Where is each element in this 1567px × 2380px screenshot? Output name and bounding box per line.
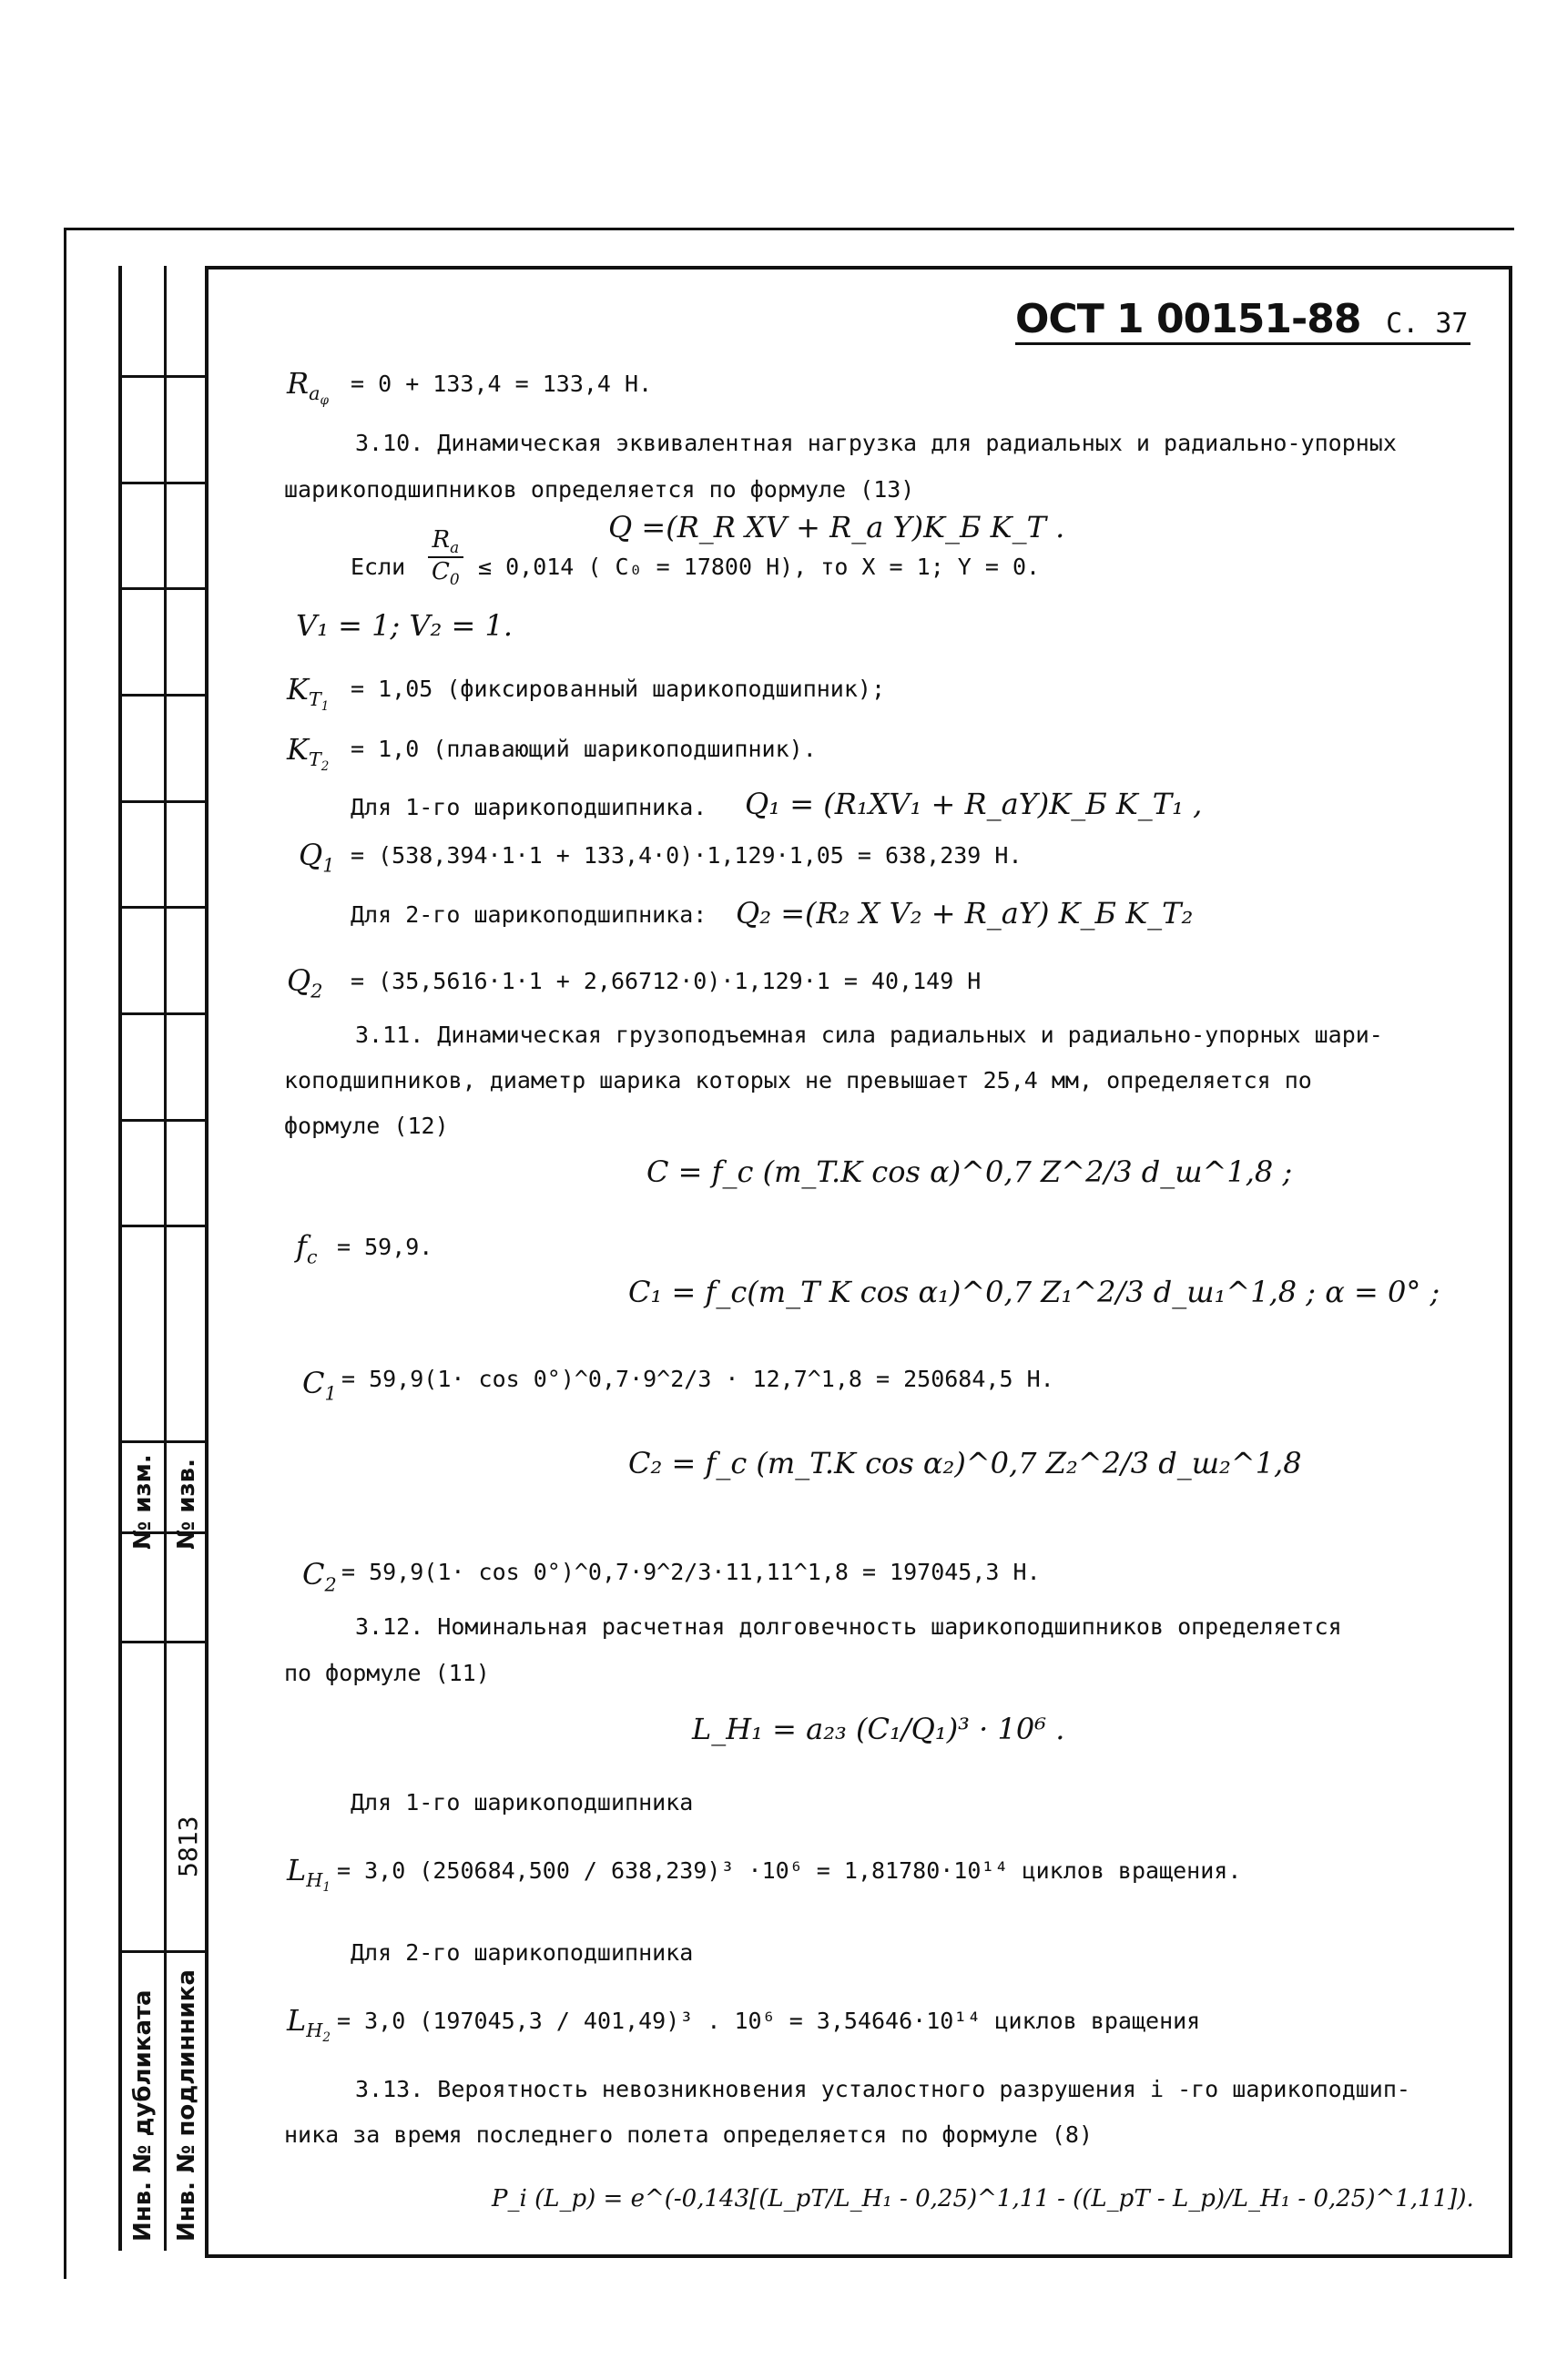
symbol-fc: $f_c$ <box>296 1229 318 1268</box>
kt1-value: = 1,05 (фиксированный шарикоподшипник); <box>351 676 885 702</box>
first-bearing-label: Для 1-го шарикоподшипника. <box>351 794 707 820</box>
second-bearing-label: Для 2-го шарикоподшипника: <box>351 901 707 928</box>
symbol-q2: $Q_2$ <box>287 963 323 1002</box>
para-3-13: 3.13. Вероятность невозникновения усталостного разрушения i -го шарикоподшип- <box>355 2076 1410 2102</box>
para-3-10-cont: шарикоподшипников определяется по формуле (13) <box>284 476 915 503</box>
second-bearing-life-label: Для 2-го шарикоподшипника <box>351 1939 694 1966</box>
header-underline <box>1015 342 1470 345</box>
symbol-kt2: $K_{T_2}$ <box>287 732 330 775</box>
strip-cell <box>122 906 209 909</box>
para-3-13-cont: ника за время последнего полета определяется по формуле (8) <box>284 2121 1094 2148</box>
c1-calculation: = 59,9(1· cos 0°)^0,7·9^2/3 · 12,7^1,8 = 250684,5 Н. <box>341 1366 1054 1392</box>
strip-cell <box>122 482 209 484</box>
stamp-inv-dublikata: Инв. № дубликата <box>129 1989 157 2242</box>
page-header <box>1015 296 1468 342</box>
formula-q2: Q₂ =(R₂ X V₂ + R_aY) K_Б K_T₂ <box>736 896 1194 931</box>
para-3-11: 3.11. Динамическая грузоподъемная сила радиальных и радиально-упорных шари- <box>355 1022 1383 1048</box>
condition-text: ≤ 0,014 ( C₀ = 17800 Н), то X = 1; Y = 0. <box>478 554 1041 580</box>
para-3-11-cont: коподшипников, диаметр шарика которых не превышает 25,4 мм, определяется по <box>284 1067 1312 1093</box>
lh2-calculation: = 3,0 (197045,3 / 401,49)³ . 10⁶ = 3,54646·10¹⁴ циклов вращения <box>337 2008 1201 2034</box>
symbol-ra-phi: $R_{a_\varphi}$ <box>287 366 329 409</box>
symbol-lh1: $L_{H_1}$ <box>287 1853 331 1896</box>
strip-cell <box>122 1119 209 1122</box>
fc-value: = 59,9. <box>337 1234 433 1260</box>
v-values: V₁ = 1; V₂ = 1. <box>296 608 514 643</box>
strip-cell <box>122 1225 209 1227</box>
strip-cell <box>122 694 209 697</box>
q2-calculation: = (35,5616·1·1 + 2,66712·0)·1,129·1 = 40,149 Н <box>351 968 982 994</box>
symbol-lh2: $L_{H_2}$ <box>287 2003 331 2046</box>
standard-code: ОСТ 1 00151-88 <box>1015 296 1361 342</box>
lh1-calculation: = 3,0 (250684,500 / 638,239)³ ·10⁶ = 1,81780·10¹⁴ циклов вращения. <box>337 1857 1242 1884</box>
formula-q1: Q₁ = (R₁XV₁ + R_aY)K_Б K_T₁ , <box>745 787 1203 821</box>
first-bearing-life-label: Для 1-го шарикоподшипника <box>351 1789 694 1816</box>
symbol-c2: $C_2$ <box>302 1557 337 1596</box>
strip-cell <box>122 587 209 590</box>
strip-cell <box>122 375 209 378</box>
q1-calculation: = (538,394·1·1 + 133,4·0)·1,129·1,05 = 638,239 Н. <box>351 842 1023 869</box>
formula-12: C = f_c (m_T.K cos α)^0,7 Z^2/3 d_ш^1,8 ; <box>646 1154 1293 1189</box>
formula-8: P_i (L_p) = e^(-0,143[(L_pT/L_H₁ - 0,25)^1,11 - ((L_pT - L_p)/L_H₁ - 0,25)^1,11]). <box>492 2185 1474 2212</box>
formula-c1: C₁ = f_c(m_T K cos α₁)^0,7 Z₁^2/3 d_ш₁^1,8 ; α = 0° ; <box>628 1275 1440 1309</box>
line-ra-phi: = 0 + 133,4 = 133,4 Н. <box>351 371 653 397</box>
strip-cell <box>122 1950 209 1953</box>
symbol-c1: $C_1$ <box>302 1366 337 1405</box>
strip-divider <box>164 266 167 2251</box>
formula-13: Q =(R_R XV + R_a Y)K_Б K_T . <box>608 510 1065 544</box>
stamp-inv-podlinnika: Инв. № подлинника <box>173 1969 200 2242</box>
if-label: Если <box>351 554 406 580</box>
formula-11: L_H₁ = a₂₃ (C₁/Q₁)³ · 10⁶ . <box>692 1712 1065 1746</box>
strip-cell <box>122 1440 209 1443</box>
para-3-12-cont: по формуле (11) <box>284 1660 490 1686</box>
side-stamp <box>118 266 209 2251</box>
kt2-value: = 1,0 (плавающий шарикоподшипник). <box>351 736 817 762</box>
symbol-q1: $Q_1$ <box>299 838 335 877</box>
strip-cell <box>122 800 209 803</box>
ratio-ra-c0: $\frac{R_a}{C_0}$ <box>428 526 463 588</box>
strip-cell <box>122 1012 209 1015</box>
para-3-12: 3.12. Номинальная расчетная долговечность шарикоподшипников определяется <box>355 1613 1342 1640</box>
stamp-izv: № изв. <box>173 1459 200 1550</box>
page-number: С. 37 <box>1386 308 1469 340</box>
para-3-10: 3.10. Динамическая эквивалентная нагрузка для радиальных и радиально-упорных <box>355 430 1397 456</box>
stamp-izm: № изм. <box>129 1454 157 1550</box>
strip-cell <box>122 1641 209 1643</box>
formula-c2: C₂ = f_c (m_T.K cos α₂)^0,7 Z₂^2/3 d_ш₂^1,8 <box>628 1446 1302 1480</box>
symbol-kt1: $K_{T_1}$ <box>287 672 330 715</box>
para-3-11-formula-ref: формуле (12) <box>284 1113 449 1139</box>
c2-calculation: = 59,9(1· cos 0°)^0,7·9^2/3·11,11^1,8 = 197045,3 Н. <box>341 1559 1041 1585</box>
stamp-inventory-number: 5813 <box>173 1816 203 1877</box>
